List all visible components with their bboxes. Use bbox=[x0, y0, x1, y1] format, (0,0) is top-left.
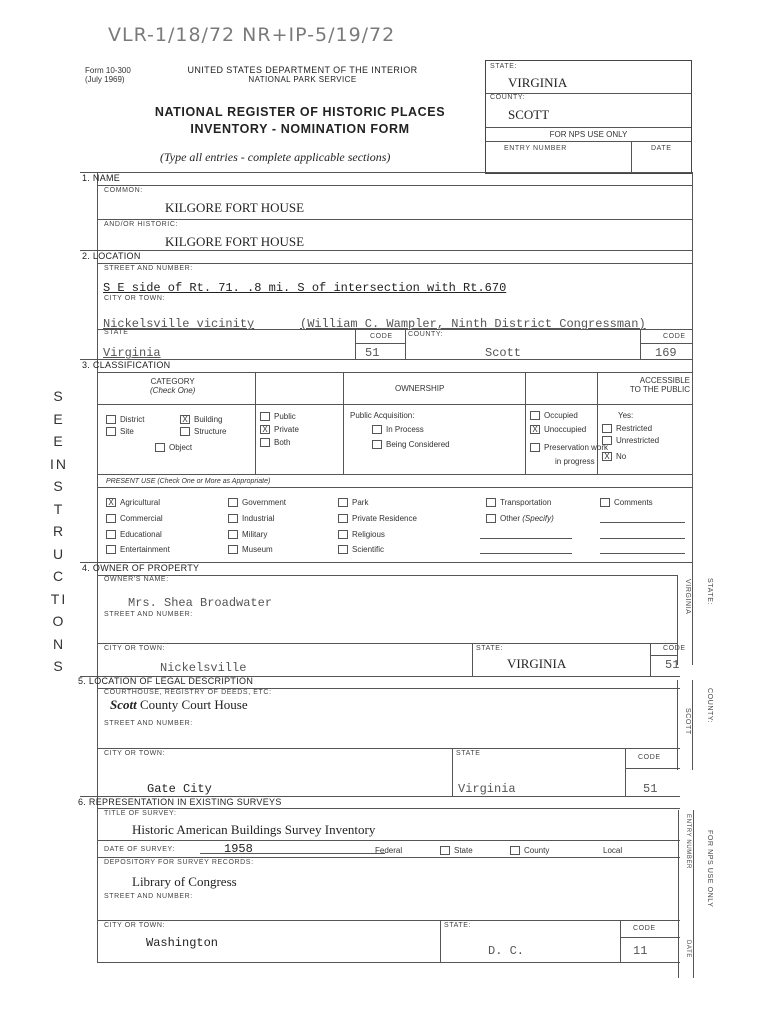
header-state-value: VIRGINIA bbox=[508, 75, 568, 90]
agency-line1: UNITED STATES DEPARTMENT OF THE INTERIOR bbox=[187, 65, 418, 75]
location-street: S E side of Rt. 71. .8 mi. S of intersection with Rt.670 bbox=[103, 281, 507, 295]
section1-title: 1. NAME bbox=[82, 173, 121, 183]
access-unrestricted-label: Unrestricted bbox=[616, 436, 660, 445]
public-acquisition-label: Public Acquisition: bbox=[350, 411, 415, 420]
city-label: CITY OR TOWN: bbox=[104, 295, 166, 302]
depository-label: DEPOSITORY FOR SURVEY RECORDS: bbox=[104, 859, 254, 866]
location-county-code: 169 bbox=[655, 346, 677, 360]
owner-code: 51 bbox=[665, 658, 680, 672]
code-label: CODE bbox=[370, 333, 393, 340]
section5-title: 5. LOCATION OF LEGAL DESCRIPTION bbox=[78, 676, 254, 686]
access-restricted-label: Restricted bbox=[616, 424, 653, 433]
owner-street-label: STREET AND NUMBER: bbox=[104, 611, 193, 618]
accessible-label bbox=[600, 376, 690, 394]
side-county-label: COUNTY: bbox=[706, 688, 713, 724]
title-line2: INVENTORY - NOMINATION FORM bbox=[190, 122, 410, 136]
use-park[interactable] bbox=[338, 498, 368, 507]
registry-state-label: STATE bbox=[456, 750, 481, 757]
survey-date-label: DATE OF SURVEY: bbox=[104, 846, 175, 853]
survey-title: Historic American Buildings Survey Inventory bbox=[132, 822, 376, 837]
location-county: Scott bbox=[485, 346, 522, 360]
own-public-label: Public bbox=[274, 412, 296, 421]
use-transportation-label: Transportation bbox=[500, 498, 552, 507]
use-park-label: Park bbox=[352, 498, 369, 507]
owner-state-label: STATE: bbox=[476, 645, 504, 652]
cat-structure-label: Structure bbox=[194, 427, 227, 436]
acq-being-considered-label: Being Considered bbox=[386, 440, 450, 449]
survey-local-label: Local bbox=[603, 846, 623, 855]
registry-code-label: CODE bbox=[638, 754, 661, 761]
own-private-label: Private bbox=[274, 425, 299, 434]
side-state-value: VIRGINIA bbox=[684, 579, 691, 615]
cat-district-label: District bbox=[120, 415, 145, 424]
common-name: KILGORE FORT HOUSE bbox=[165, 200, 305, 215]
ownership-label: OWNERSHIP bbox=[395, 384, 445, 393]
use-other-specify: (Specify) bbox=[522, 514, 554, 523]
status-in-progress: in progress bbox=[555, 457, 595, 466]
side-nps-strip bbox=[678, 810, 694, 978]
own-public[interactable] bbox=[260, 412, 296, 421]
cat-site[interactable] bbox=[106, 427, 134, 436]
side-county-box bbox=[677, 680, 693, 770]
use-government[interactable] bbox=[228, 498, 286, 507]
category-sub: (Check One) bbox=[150, 386, 196, 395]
instruction-text: (Type all entries - complete applicable sections) bbox=[160, 150, 391, 164]
owner-code-label: CODE bbox=[663, 645, 686, 652]
depository-city-label: CITY OR TOWN: bbox=[104, 922, 166, 929]
owner-name: Mrs. Shea Broadwater bbox=[128, 596, 273, 610]
registry-street-label: STREET AND NUMBER: bbox=[104, 720, 193, 727]
use-religious[interactable] bbox=[338, 530, 385, 539]
cat-object-label: Object bbox=[169, 443, 193, 452]
side-state-label: STATE: bbox=[706, 578, 713, 606]
access-yes: Yes: bbox=[618, 411, 634, 420]
access-unrestricted[interactable] bbox=[602, 436, 659, 445]
form-number-block bbox=[85, 66, 131, 84]
historic-name: KILGORE FORT HOUSE bbox=[165, 234, 305, 249]
location-state: Virginia bbox=[103, 346, 161, 360]
registry-code: 51 bbox=[643, 782, 658, 796]
common-label: COMMON: bbox=[104, 187, 143, 194]
use-commercial-label: Commercial bbox=[120, 514, 163, 523]
cat-district[interactable] bbox=[106, 415, 144, 424]
status-occupied[interactable] bbox=[530, 411, 578, 420]
side-state-box bbox=[677, 575, 693, 665]
use-agricultural-label: Agricultural bbox=[120, 498, 161, 507]
header-date-label: DATE bbox=[651, 145, 672, 152]
access-no[interactable]: X No bbox=[602, 452, 626, 461]
owner-city: Nickelsville bbox=[160, 661, 247, 675]
present-use-label: PRESENT USE (Check One or More as Appropriate) bbox=[106, 478, 271, 485]
section3-title: 3. CLASSIFICATION bbox=[82, 360, 171, 370]
survey-date: 1958 bbox=[224, 842, 253, 856]
access-restricted[interactable] bbox=[602, 424, 652, 433]
depository-street-label: STREET AND NUMBER: bbox=[104, 893, 193, 900]
depository-code-label: CODE bbox=[633, 925, 656, 932]
side-instructions: SEE INSTRUCTIONS bbox=[50, 388, 68, 674]
congressman: (William C. Wampler, Ninth District Congressman) bbox=[300, 317, 646, 331]
agency-block bbox=[180, 66, 425, 84]
registry-label: COURTHOUSE, REGISTRY OF DEEDS, ETC: bbox=[104, 689, 272, 696]
nps-use-label: FOR NPS USE ONLY bbox=[549, 130, 628, 139]
status-unoccupied[interactable]: X Unoccupied bbox=[530, 425, 586, 434]
use-agricultural[interactable]: X Agricultural bbox=[106, 498, 160, 507]
depository-state: D. C. bbox=[488, 944, 525, 958]
cat-building-label: Building bbox=[194, 415, 223, 424]
accessible-sub: TO THE PUBLIC bbox=[629, 385, 690, 394]
use-comments-label: Comments bbox=[614, 498, 653, 507]
use-educational[interactable] bbox=[106, 530, 162, 539]
acq-in-process[interactable] bbox=[372, 425, 424, 434]
form-title bbox=[140, 104, 460, 138]
section4-title: 4. OWNER OF PROPERTY bbox=[82, 563, 200, 573]
use-scientific[interactable] bbox=[338, 545, 384, 554]
registry-rest: County Court House bbox=[139, 697, 248, 712]
status-preservation-label: Preservation work bbox=[544, 443, 609, 452]
own-private[interactable]: X Private bbox=[260, 425, 299, 434]
use-industrial[interactable] bbox=[228, 514, 274, 523]
location-code: 51 bbox=[365, 346, 380, 360]
registry-county: Scott bbox=[110, 697, 137, 712]
registry-state: Virginia bbox=[458, 782, 516, 796]
use-private-residence[interactable] bbox=[338, 514, 417, 523]
use-comments[interactable] bbox=[600, 498, 653, 507]
use-educational-label: Educational bbox=[120, 530, 162, 539]
owner-city-label: CITY OR TOWN: bbox=[104, 645, 166, 652]
use-religious-label: Religious bbox=[352, 530, 385, 539]
use-government-label: Government bbox=[242, 498, 287, 507]
category-title: CATEGORY bbox=[150, 377, 195, 386]
use-commercial[interactable] bbox=[106, 514, 163, 523]
cat-site-label: Site bbox=[120, 427, 134, 436]
title-line1: NATIONAL REGISTER OF HISTORIC PLACES bbox=[154, 105, 446, 119]
use-private-residence-label: Private Residence bbox=[352, 514, 417, 523]
depository-code: 11 bbox=[633, 944, 648, 958]
historic-label: AND/OR HISTORIC: bbox=[104, 221, 179, 228]
survey-title-label: TITLE OF SURVEY: bbox=[104, 810, 177, 817]
acq-in-process-label: In Process bbox=[386, 425, 424, 434]
form-number: Form 10-300 bbox=[85, 66, 131, 75]
survey-federal-label: Federal bbox=[375, 846, 403, 855]
use-museum-label: Museum bbox=[242, 545, 273, 554]
use-entertainment-label: Entertainment bbox=[120, 545, 170, 554]
own-both[interactable] bbox=[260, 438, 290, 447]
registry-city-label: CITY OR TOWN: bbox=[104, 750, 166, 757]
handwritten-note: VLR-1/18/72 NR+IP-5/19/72 bbox=[108, 24, 396, 46]
owner-label: OWNER'S NAME: bbox=[104, 576, 169, 583]
entry-number-label: ENTRY NUMBER bbox=[504, 145, 567, 152]
side-county-value: SCOTT bbox=[684, 708, 691, 735]
use-museum[interactable] bbox=[228, 545, 273, 554]
header-box bbox=[485, 60, 692, 174]
location-city: Nickelsville vicinity bbox=[103, 317, 255, 331]
survey-county-label: County bbox=[524, 846, 550, 855]
use-other-label: Other bbox=[500, 514, 521, 523]
category-label bbox=[150, 377, 195, 395]
section6-title: 6. REPRESENTATION IN EXISTING SURVEYS bbox=[78, 797, 282, 807]
depository-state-label: STATE: bbox=[444, 922, 472, 929]
agency-line2: NATIONAL PARK SERVICE bbox=[248, 75, 357, 84]
registry-value bbox=[110, 697, 248, 713]
use-military-label: Military bbox=[242, 530, 268, 539]
use-industrial-label: Industrial bbox=[242, 514, 275, 523]
acq-being-considered[interactable] bbox=[372, 440, 450, 449]
section2-title: 2. LOCATION bbox=[82, 251, 141, 261]
state-label: STATE bbox=[104, 329, 129, 336]
header-county-label: COUNTY: bbox=[490, 94, 526, 101]
header-county-value: SCOTT bbox=[508, 107, 550, 122]
use-other[interactable] bbox=[486, 514, 554, 523]
own-both-label: Both bbox=[274, 438, 291, 447]
use-transportation[interactable] bbox=[486, 498, 551, 507]
county-label: COUNTY: bbox=[408, 331, 444, 338]
survey-county[interactable] bbox=[510, 846, 549, 855]
use-entertainment[interactable] bbox=[106, 545, 170, 554]
accessible-title: ACCESSIBLE bbox=[639, 376, 690, 385]
header-state-label: STATE: bbox=[490, 63, 518, 70]
code2-label: CODE bbox=[663, 333, 686, 340]
survey-state[interactable] bbox=[440, 846, 473, 855]
registry-city: Gate City bbox=[147, 782, 212, 796]
side-nps-use: FOR NPS USE ONLY bbox=[706, 830, 713, 908]
side-date: DATE bbox=[685, 940, 691, 958]
cat-structure[interactable] bbox=[180, 427, 226, 436]
depository-value: Library of Congress bbox=[132, 874, 237, 889]
status-preservation[interactable] bbox=[530, 443, 608, 452]
status-occupied-label: Occupied bbox=[544, 411, 578, 420]
status-unoccupied-label: Unoccupied bbox=[544, 425, 587, 434]
cat-building[interactable]: X Building bbox=[180, 415, 222, 424]
owner-state: VIRGINIA bbox=[507, 656, 567, 671]
use-scientific-label: Scientific bbox=[352, 545, 385, 554]
depository-city: Washington bbox=[146, 936, 219, 950]
form-date: (July 1969) bbox=[85, 75, 125, 84]
street-label: STREET AND NUMBER: bbox=[104, 265, 193, 272]
use-military[interactable] bbox=[228, 530, 267, 539]
cat-object[interactable] bbox=[155, 443, 192, 452]
side-entry-number: ENTRY NUMBER bbox=[685, 814, 691, 869]
survey-state-label: State bbox=[454, 846, 473, 855]
access-no-label: No bbox=[616, 452, 627, 461]
